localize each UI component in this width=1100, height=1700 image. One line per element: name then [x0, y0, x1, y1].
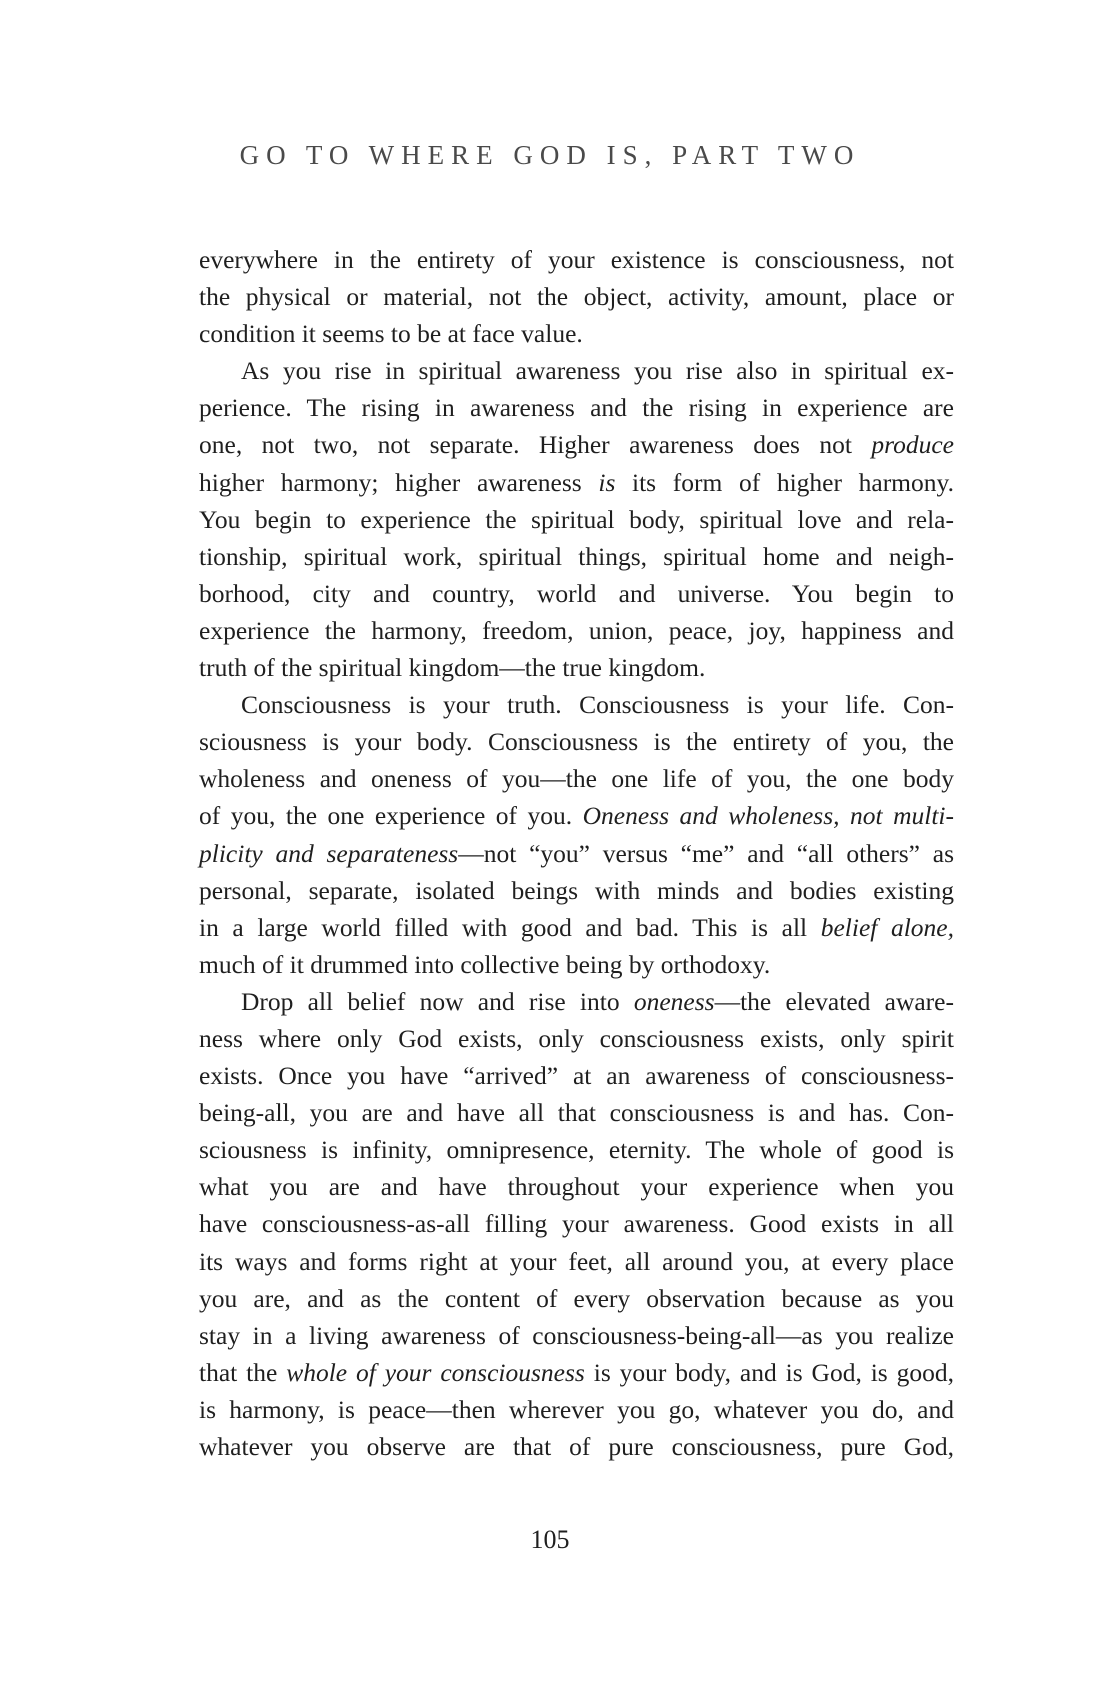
text-line — [199, 575, 954, 612]
text-run: being-all, you are and have all that consciousness is and has. Con- — [199, 1098, 954, 1128]
text-run: its ways and forms right at your feet, all around you, at every place — [199, 1246, 954, 1276]
text-run: wholeness and oneness of you—the one life of you, the one body — [199, 764, 954, 794]
italic-text: oneness — [633, 986, 715, 1016]
italic-text: belief alone, — [820, 912, 954, 942]
text-line — [199, 1057, 954, 1094]
text-run: is your body, and is God, is good, — [584, 1357, 954, 1387]
text-line — [199, 501, 954, 538]
text-line — [199, 538, 954, 575]
text-line — [199, 464, 954, 501]
text-run: borhood, city and country, world and universe. You begin to — [199, 578, 954, 608]
text-line — [199, 612, 954, 649]
text-run: exists. Once you have “arrived” at an awareness of consciousness- — [199, 1061, 954, 1091]
text-line — [199, 1354, 954, 1391]
text-run: whatever you observe are that of pure consciousness, pure God, — [199, 1432, 954, 1461]
text-run: truth of the spiritual kingdom—the true kingdom. — [199, 653, 706, 683]
text-run: perience. The rising in awareness and the rising in experience are — [199, 393, 954, 423]
text-run: ness where only God exists, only consciousness exists, only spirit — [199, 1023, 954, 1053]
text-run: sciousness is your body. Consciousness is the entirety of you, the — [199, 727, 954, 757]
text-line — [199, 389, 954, 426]
text-line — [199, 686, 954, 723]
text-line — [199, 1391, 954, 1428]
text-line — [199, 1428, 954, 1465]
text-run: As you rise in spiritual awareness you rise also in spiritual ex- — [241, 356, 954, 386]
text-run: everywhere in the entirety of your existence is consciousness, not — [199, 245, 954, 274]
text-run: is harmony, is peace—then wherever you go, whatever you do, and — [199, 1394, 954, 1424]
text-run: You begin to experience the spiritual body, spiritual love and rela- — [199, 504, 954, 534]
text-run: have consciousness-as-all filling your awareness. Good exists in all — [199, 1209, 954, 1239]
text-line — [199, 1131, 954, 1168]
text-run: in a large world filled with good and bad. This is all — [199, 912, 821, 942]
text-run: tionship, spiritual work, spiritual things, spiritual home and neigh- — [199, 541, 954, 571]
italic-text: is — [598, 467, 616, 497]
text-line — [199, 723, 954, 760]
italic-text: produce — [871, 430, 954, 460]
text-line — [199, 1205, 954, 1242]
text-line — [199, 760, 954, 797]
running-head: GO TO WHERE GOD IS, PART TWO — [239, 140, 861, 170]
text-line — [199, 352, 954, 389]
italic-text: whole of your consciousness — [286, 1357, 585, 1387]
text-run: personal, separate, isolated beings with minds and bodies existing — [199, 875, 954, 905]
text-run: higher harmony; higher awareness — [199, 467, 599, 497]
italic-text: Oneness and wholeness, not multi- — [582, 801, 954, 831]
text-line — [199, 278, 954, 315]
text-run: stay in a living awareness of consciousness-being-all—as you realize — [199, 1320, 954, 1350]
text-line — [199, 1280, 954, 1317]
text-line — [199, 835, 954, 872]
text-run: —not “you” versus “me” and “all others” as — [458, 838, 954, 868]
text-run: one, not two, not separate. Higher awareness does not — [199, 430, 872, 460]
text-run: condition it seems to be at face value. — [199, 319, 583, 349]
text-line — [199, 1243, 954, 1280]
body-text — [199, 241, 954, 1465]
text-run: you are, and as the content of every observation because as you — [199, 1283, 954, 1313]
text-run: experience the harmony, freedom, union, peace, joy, happiness and — [199, 615, 954, 645]
text-line — [199, 1168, 954, 1205]
text-run: Drop all belief now and rise into — [241, 986, 634, 1016]
text-line — [199, 315, 954, 352]
text-line — [199, 797, 954, 834]
text-run: what you are and have throughout your experience when you — [199, 1172, 954, 1202]
text-run: the physical or material, not the object, activity, amount, place or — [199, 282, 954, 312]
text-line — [199, 872, 954, 909]
page-number: 105 — [530, 1525, 570, 1554]
text-run: sciousness is infinity, omnipresence, eternity. The whole of good is — [199, 1135, 954, 1165]
text-line — [199, 241, 954, 278]
text-line — [199, 426, 954, 463]
text-run: that the — [199, 1357, 287, 1387]
text-line — [199, 946, 954, 983]
text-run: of you, the one experience of you. — [199, 801, 583, 831]
text-line — [199, 1317, 954, 1354]
text-line — [199, 1094, 954, 1131]
text-line — [199, 1020, 954, 1057]
text-line — [199, 649, 954, 686]
italic-text: plicity and separateness — [199, 838, 459, 868]
text-run: much of it drummed into collective being by orthodoxy. — [199, 949, 771, 979]
text-line — [199, 983, 954, 1020]
text-run: its form of higher harmony. — [615, 467, 954, 497]
text-run: Consciousness is your truth. Consciousness is your life. Con- — [241, 690, 954, 720]
text-run: —the elevated aware- — [714, 986, 954, 1016]
text-line — [199, 909, 954, 946]
